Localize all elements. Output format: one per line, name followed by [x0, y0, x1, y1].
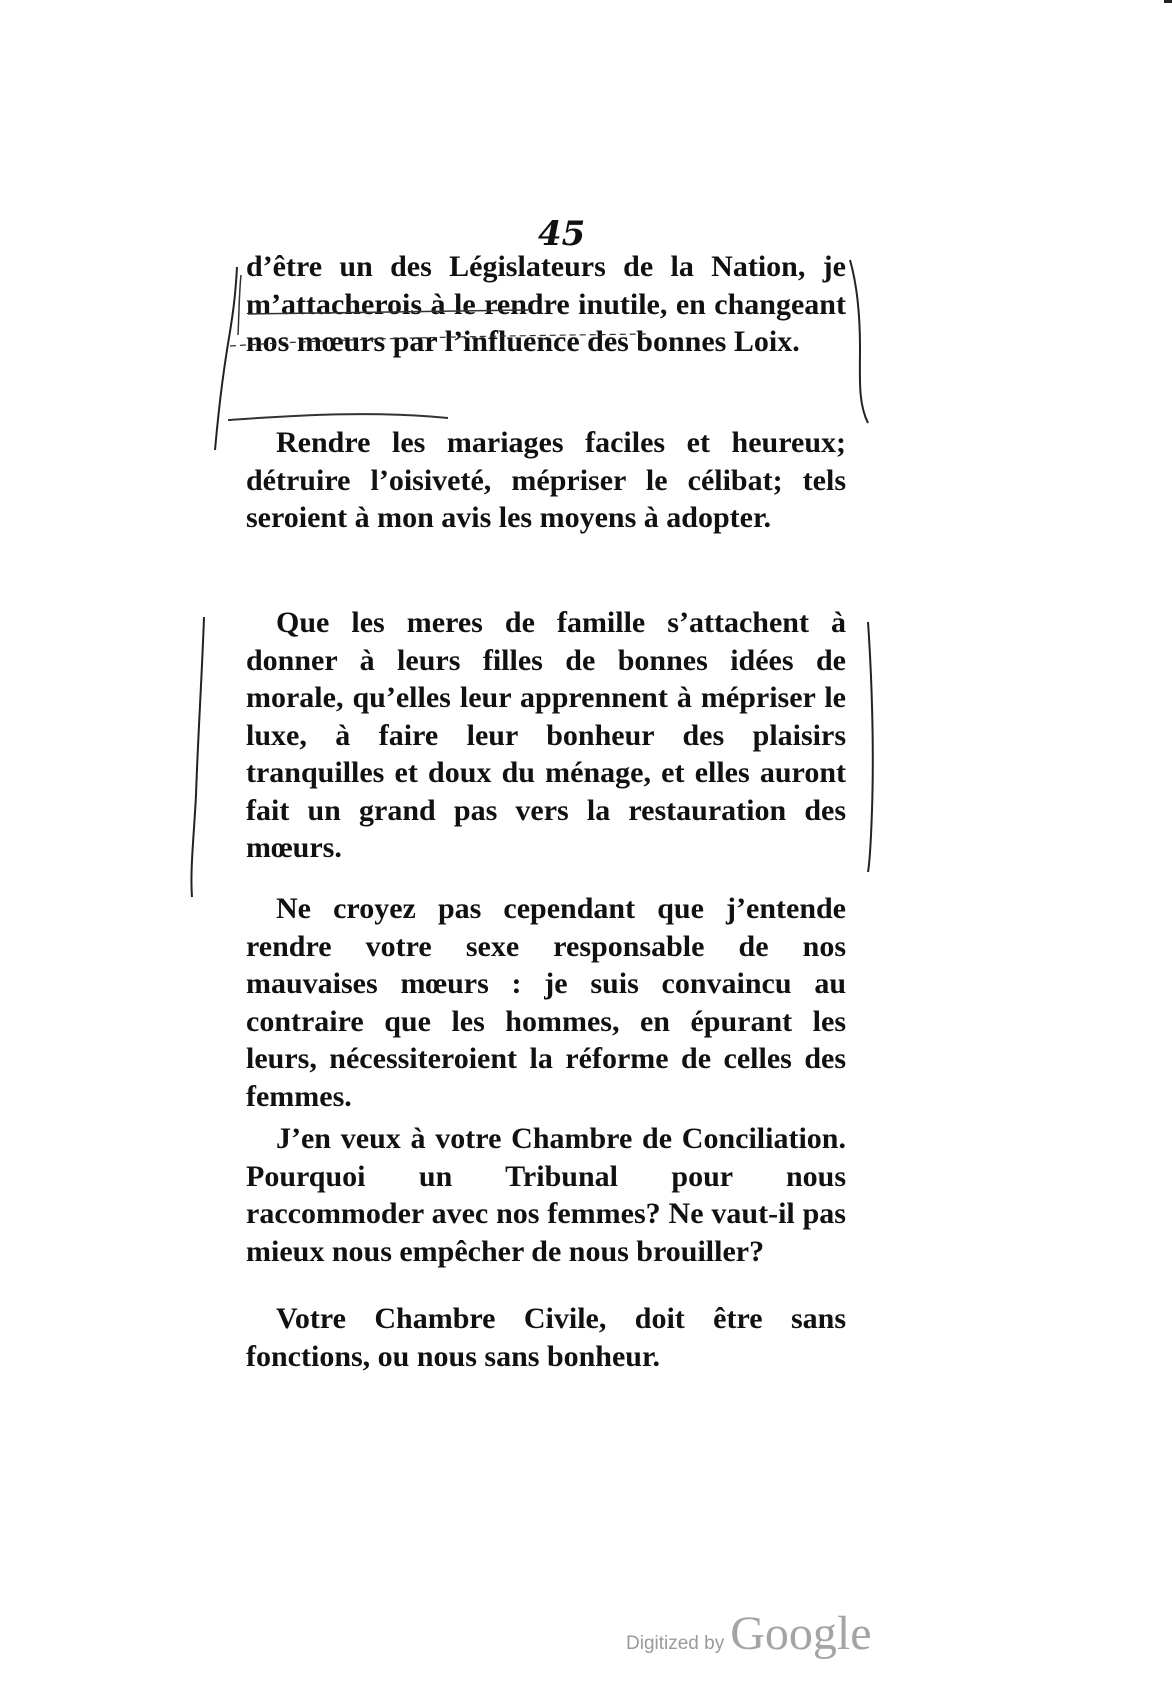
digitized-watermark [626, 1606, 872, 1661]
paragraph-1 [246, 248, 846, 361]
paragraph-text: d’être un des Législateurs de la Nation, je m’attacherois à le rendre inutile, en changeant nos mœurs par l’influence des bonnes Loix. [246, 250, 846, 358]
page-number: 45 [538, 214, 586, 254]
paragraph-4 [246, 890, 846, 1115]
paragraph-text: Votre Chambre Civile, doit être sans fonctions, ou nous sans bonheur. [246, 1302, 846, 1373]
paragraph-text: Ne croyez pas cependant que j’entende rendre votre sexe responsable de nos mauvaises mœurs : je suis convaincu au contraire que les hommes, en épurant les leurs, nécessiteroient la réforme de celles des femmes. [246, 892, 846, 1113]
margin-bracket-right-top [846, 258, 876, 428]
margin-bracket-left-middle [182, 615, 212, 900]
margin-bracket-right-middle [862, 620, 886, 875]
paragraph-text: J’en veux à votre Chambre de Conciliation. Pourquoi un Tribunal pour nous raccommoder avec nos femmes? Ne vaut-il pas mieux nous empêcher de nous brouiller? [246, 1122, 846, 1268]
watermark-prefix: Digitized by [626, 1633, 725, 1654]
paragraph-5 [246, 1120, 846, 1270]
paragraph-2 [246, 424, 846, 537]
paragraph-6 [246, 1300, 846, 1375]
scan-edge-mark [1164, 0, 1172, 3]
paragraph-text: Que les meres de famille s’attachent à donner à leurs filles de bonnes idées de morale, qu’elles leur apprennent à mépriser le luxe, à faire leur bonheur des plaisirs tranquilles et doux du ménage, et elles auront fait un grand pas vers la restauration des mœurs. [246, 606, 846, 864]
paragraph-text: Rendre les mariages faciles et heureux; détruire l’oisiveté, mépriser le célibat; tels seroient à mon avis les moyens à adopter. [246, 426, 846, 534]
paragraph-3 [246, 604, 846, 867]
google-logo: Google [730, 1607, 872, 1660]
margin-bracket-left-top [205, 265, 245, 455]
